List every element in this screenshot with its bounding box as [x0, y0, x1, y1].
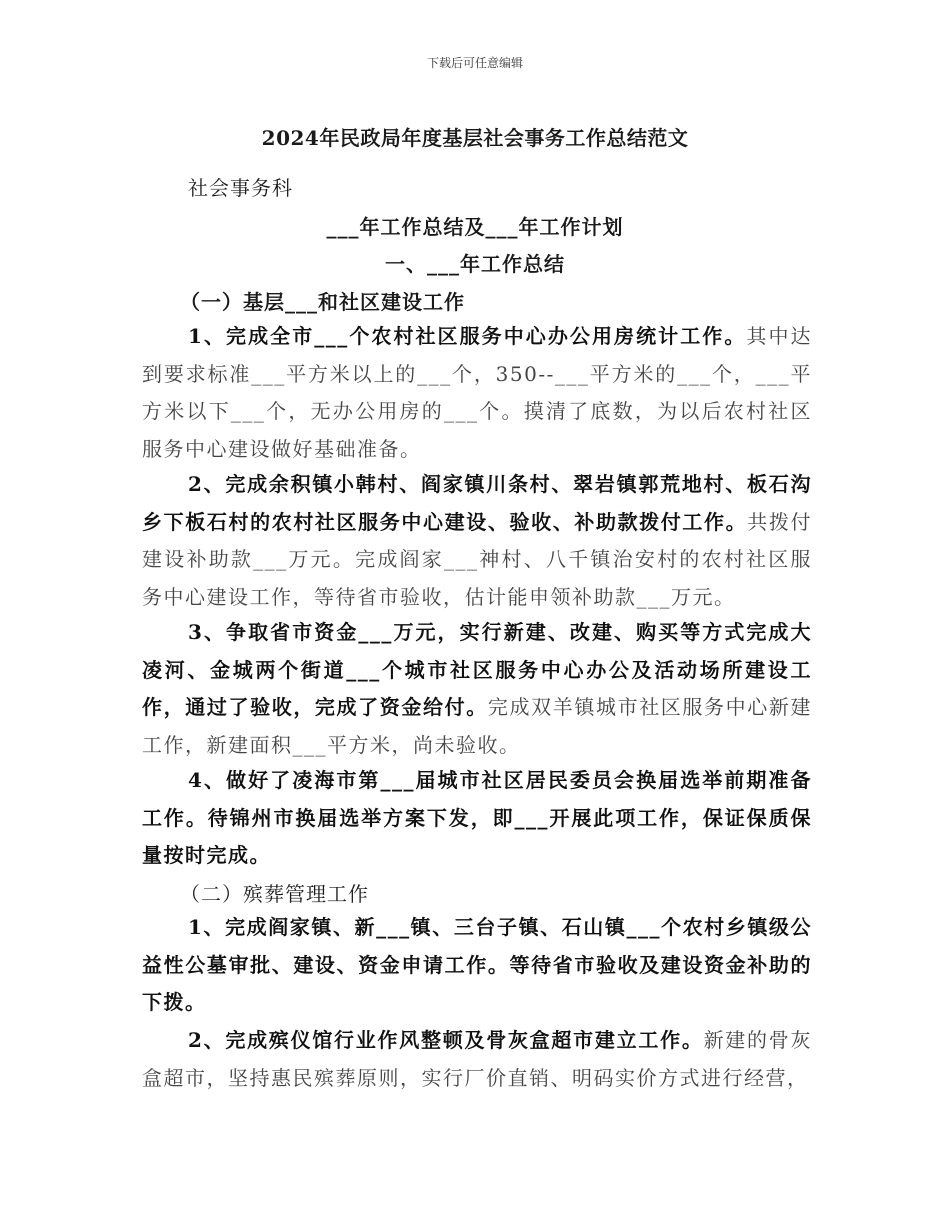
paragraph-5-lead: 1、完成阎家镇、新___镇、三台子镇、石山镇___个农村乡镇级公益性公墓审批、建设、资金申请工作。等待省市验收及建设资金补助的下拨。 [142, 915, 812, 1014]
paragraph-5 [142, 909, 812, 1022]
paragraph-6-body: 新建的骨灰盒超市，坚持惠民殡葬原则，实行厂价直销、明码实价方式进行经营， [142, 1028, 813, 1090]
paragraph-3-body: 完成双羊镇城市社区服务中心新建工作，新建面积___平方米，尚未验收。 [142, 695, 813, 757]
document-title: 2024年民政局年度基层社会事务工作总结范文 [261, 126, 689, 150]
part-one-title: 一、___年工作总结 [385, 252, 565, 276]
paragraph-4 [142, 762, 812, 875]
subsection-heading-1: （一）基层___和社区建设工作 [180, 290, 465, 314]
subsection-heading-2: （二）殡葬管理工作 [180, 882, 369, 906]
paragraph-6 [142, 1022, 812, 1097]
section-title: ___年工作总结及___年工作计划 [326, 215, 624, 239]
header-note: 下载后可任意编辑 [426, 56, 523, 70]
paragraph-2-body: 共拨付建设补助款___万元。完成阎家___神村、八千镇治安村的农村社区服务中心建设工作，等待省市验收，估计能申领补助款___万元。 [142, 509, 813, 609]
paragraph-2-lead: 2、完成余积镇小韩村、阎家镇川条村、翠岩镇郭荒地村、板石沟乡下板石村的农村社区服务中心建设、验收、补助款拨付工作。 [142, 472, 812, 534]
paragraph-1 [142, 318, 812, 468]
paragraph-3-lead: 3、争取省市资金___万元，实行新建、改建、购买等方式完成大凌河、金城两个街道___个城市社区服务中心办公及活动场所建设工作，通过了验收，完成了资金给付。 [142, 620, 812, 719]
paragraph-2 [142, 466, 812, 616]
paragraph-6-lead: 2、完成殡仪馆行业作风整顿及骨灰盒超市建立工作。 [188, 1028, 704, 1052]
paragraph-1-lead: 1、完成全市___个农村社区服务中心办公用房统计工作。 [188, 324, 747, 348]
paragraph-4-lead: 4、做好了凌海市第___届城市社区居民委员会换届选举前期准备工作。待锦州市换届选举方案下发，即___开展此项工作，保证保质保量按时完成。 [142, 768, 812, 867]
paragraph-1-body: 其中达到要求标准___平方米以上的___个，350--___平方米的___个，___平方米以下___个，无办公用房的___个。摸清了底数，为以后农村社区服务中心建设做好基础准备。 [142, 324, 813, 461]
paragraph-3 [142, 614, 812, 764]
department-label: 社会事务科 [188, 176, 293, 200]
